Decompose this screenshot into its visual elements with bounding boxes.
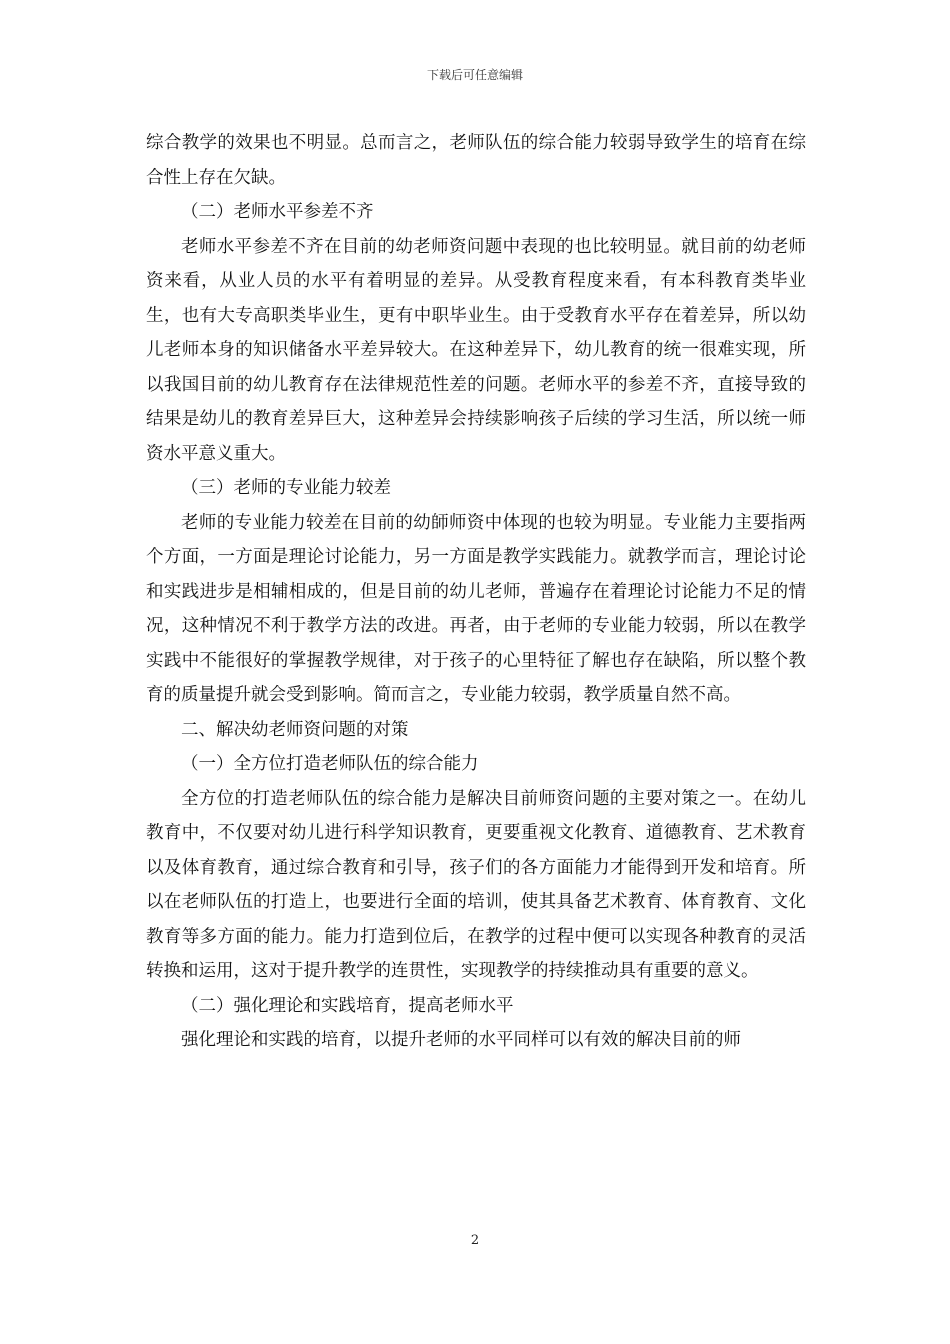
section-heading: （二）强化理论和实践培育，提高老师水平 xyxy=(181,995,514,1016)
section-heading: 二、解决幼老师资问题的对策 xyxy=(181,719,409,740)
section-heading: （三）老师的专业能力较差 xyxy=(181,478,391,498)
document-body xyxy=(146,126,806,1058)
body-paragraph: 老师的专业能力较差在目前的幼師师资中体现的也较为明显。专业能力主要指两个方面，一方面是理论讨论能力，另一方面是教学实践能力。就教学而言，理论讨论和实践进步是相辅相成的，但是目前的幼儿老师，普遍存在着理论讨论能力不足的情况，这种情况不利于教学方法的改进。再者，由于老师的专业能力较弱，所以在教学实践中不能很好的掌握教学规律，对于孩子的心里特征了解也存在缺陷，所以整个教育的质量提升就会受到影响。简而言之，专业能力较弱，教学质量自然不高。 xyxy=(146,512,806,705)
body-paragraph: 强化理论和实践的培育，以提升老师的水平同样可以有效的解决目前的师 xyxy=(181,1030,741,1050)
body-paragraph: 综合教学的效果也不明显。总而言之，老师队伍的综合能力较弱导致学生的培育在综合性上存在欠缺。 xyxy=(146,133,806,188)
section-heading: （一）全方位打造老师队伍的综合能力 xyxy=(181,754,479,774)
page-header: 下载后可任意编辑 xyxy=(426,68,523,82)
section-heading: （二）老师水平参差不齐 xyxy=(181,202,374,222)
body-paragraph: 全方位的打造老师队伍的综合能力是解决目前师资问题的主要对策之一。在幼儿教育中，不仅要对幼儿进行科学知识教育，更要重视文化教育、道德教育、艺术教育以及体育教育，通过综合教育和引导，孩子们的各方面能力才能得到开发和培育。所以在老师队伍的打造上，也要进行全面的培训，使其具备艺术教育、体育教育、文化教育等多方面的能力。能力打造到位后，在教学的过程中便可以实现各种教育的灵活转换和运用，这对于提升教学的连贯性，实现教学的持续推动具有重要的意义。 xyxy=(146,788,806,981)
body-paragraph: 老师水平参差不齐在目前的幼老师资问题中表现的也比较明显。就目前的幼老师资来看，从业人员的水平有着明显的差异。从受教育程度来看，有本科教育类毕业生，也有大专高职类毕业生，更有中职毕业生。由于受教育水平存在着差异，所以幼儿老师本身的知识储备水平差异较大。在这种差异下，幼儿教育的统一很难实现，所以我国目前的幼儿教育存在法律规范性差的问题。老师水平的参差不齐，直接导致的结果是幼儿的教育差异巨大，这种差异会持续影响孩子后续的学习生活，所以统一师资水平意义重大。 xyxy=(146,236,806,464)
page-number: 2 xyxy=(470,1233,480,1248)
